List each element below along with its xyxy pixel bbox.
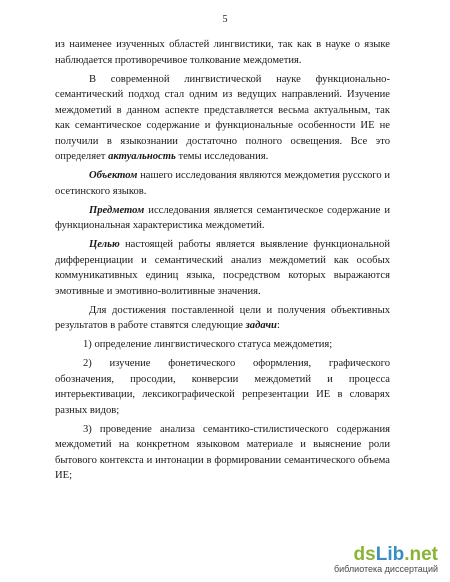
paragraph-object — [55, 168, 390, 199]
paragraph-goal — [55, 237, 390, 299]
watermark-tagline: библиотека диссертаций — [333, 564, 438, 574]
paragraph-intro-continuation — [55, 37, 390, 68]
watermark-lib: Lib — [375, 544, 405, 565]
paragraph-text: из наименее изученных областей лингвистики, так как в науке о языке наблюдается противоречивое толкование междометия. — [55, 39, 390, 66]
task-item-1 — [55, 337, 390, 353]
watermark-net: .net — [404, 544, 438, 565]
watermark-ds: ds — [353, 544, 376, 565]
emphasized-term: Целью — [89, 239, 120, 250]
paragraph-relevance — [55, 72, 390, 165]
emphasized-term: Предметом — [89, 204, 145, 216]
paragraph-text: темы исследования. — [175, 151, 269, 162]
emphasized-term: Объектом — [89, 170, 138, 181]
page-number: 5 — [222, 14, 228, 25]
paragraph-text: В современной лингвистической науке функционально-семантический подход стал одним из ведущих направлений. Изучение междометий в данном аспекте представляется весьма актуальным, так как семантическое содержание и функциональные особенности ИЕ не получили в языкознании достаточно полного освещения. Все это определяет — [55, 73, 390, 162]
paragraph-text: 1) определение лингвистического статуса междометия; — [83, 339, 333, 350]
emphasized-term: задачи — [245, 320, 277, 331]
dslib-watermark-logo — [318, 544, 438, 574]
watermark-wordmark — [318, 544, 438, 566]
paragraph-text: 2) изучение фонетического оформления, графического обозначения, просодии, конверсии междометий и процесса интерьективации, лексикографической репрезентации ИЕ в словарях разных видов; — [55, 358, 390, 416]
emphasized-term: актуальность — [108, 151, 176, 162]
paragraph-text: исследования является семантическое содержание и функциональная характеристика междометий. — [55, 204, 390, 231]
paragraph-text: : — [276, 320, 280, 331]
paragraph-tasks-intro — [55, 303, 390, 334]
task-item-3 — [55, 422, 390, 484]
task-item-2 — [55, 356, 390, 418]
paragraph-text: 3) проведение анализа семантико-стилистического содержания междометий на конкретном языковом материале и выяснение роли бытового контекста и интонации в формировании семантического объема ИЕ; — [55, 423, 390, 481]
document-body — [55, 37, 390, 487]
paragraph-text: нашего исследования являются междометия русского и осетинского языков. — [55, 170, 390, 197]
paragraph-text: настоящей работы является выявление функциональной дифференциации и семантический анализ междометий как особых коммуникативных единиц языка, посредством которых выражаются эмотивные и эмотивно-волитивные значения. — [55, 239, 390, 297]
paragraph-subject — [55, 203, 390, 234]
paragraph-text: Для достижения поставленной цели и получения объективных результатов в работе ставятся следующие — [55, 304, 390, 331]
